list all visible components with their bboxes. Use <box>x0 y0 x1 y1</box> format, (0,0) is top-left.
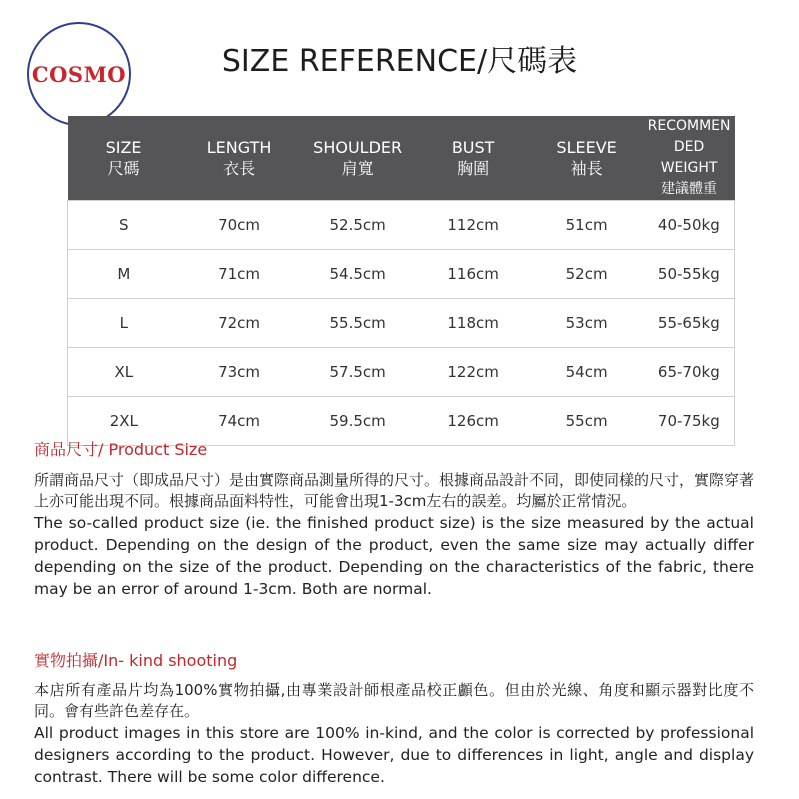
size-table <box>67 116 735 446</box>
header-recommended-weight: RECOMMEN DED WEIGHT 建議體重 <box>644 116 735 201</box>
cell-sleeve: 54cm <box>530 348 644 397</box>
cell-shoulder: 59.5cm <box>299 397 417 446</box>
in-kind-text-en: All product images in this store are 100% in-kind, and the color is corrected by professional designers according to the product. However, due to differences in light, angle and display contrast. There will be some color difference. <box>34 724 754 786</box>
cell-weight: 65-70kg <box>644 348 735 397</box>
cell-weight: 55-65kg <box>644 299 735 348</box>
cell-bust: 112cm <box>417 201 530 250</box>
header-bust: BUST 胸圍 <box>417 116 530 201</box>
cell-size: 2XL <box>68 397 180 446</box>
cell-length: 74cm <box>180 397 299 446</box>
header-size: SIZE 尺碼 <box>68 116 180 201</box>
cell-length: 71cm <box>180 250 299 299</box>
logo-text: COSMO <box>31 61 127 87</box>
in-kind-heading: 實物拍攝/In- kind shooting <box>34 651 238 670</box>
product-size-text-zh: 所謂商品尺寸（即成品尺寸）是由實際商品測量所得的尺寸。根據商品設計不同，即使同樣的尺寸，實際穿著上亦可能出現不同。根據商品面料特性，可能會出現1-3cm左右的誤差。均屬於正常情況。 <box>34 471 755 510</box>
cell-size: XL <box>68 348 180 397</box>
product-size-text-en: The so-called product size (ie. the finished product size) is the size measured by the actual product. Depending on the design of the product, even the same size may actually differ depending on the size of the product. Depending on the characteristics of the fabric, there may be an error of around 1-3cm. Both are normal. <box>34 514 754 598</box>
cell-sleeve: 55cm <box>530 397 644 446</box>
table-header-row <box>68 116 735 201</box>
cell-length: 72cm <box>180 299 299 348</box>
cell-weight: 40-50kg <box>644 201 735 250</box>
cell-sleeve: 51cm <box>530 201 644 250</box>
header-sleeve: SLEEVE 袖長 <box>530 116 644 201</box>
cell-shoulder: 54.5cm <box>299 250 417 299</box>
cell-sleeve: 53cm <box>530 299 644 348</box>
cell-bust: 126cm <box>417 397 530 446</box>
cell-shoulder: 52.5cm <box>299 201 417 250</box>
cell-bust: 118cm <box>417 299 530 348</box>
product-size-heading: 商品尺寸/ Product Size <box>34 440 208 459</box>
cell-bust: 116cm <box>417 250 530 299</box>
table-row <box>68 299 735 348</box>
in-kind-text-zh: 本店所有產品片均為100%實物拍攝,由專業設計師根產品校正顱色。但由於光線、角度和顯示器對比度不同。會有些許色差存在。 <box>34 681 754 720</box>
header-length: LENGTH 衣長 <box>180 116 299 201</box>
product-size-section <box>34 437 754 600</box>
cell-weight: 50-55kg <box>644 250 735 299</box>
cell-size: S <box>68 201 180 250</box>
cell-sleeve: 52cm <box>530 250 644 299</box>
cell-weight: 70-75kg <box>644 397 735 446</box>
cell-size: L <box>68 299 180 348</box>
cell-shoulder: 57.5cm <box>299 348 417 397</box>
page-title: SIZE REFERENCE/尺碼表 <box>221 44 578 79</box>
table-row <box>68 348 735 397</box>
cell-shoulder: 55.5cm <box>299 299 417 348</box>
cell-length: 73cm <box>180 348 299 397</box>
table-row <box>68 201 735 250</box>
header-shoulder: SHOULDER 肩寬 <box>299 116 417 201</box>
cell-bust: 122cm <box>417 348 530 397</box>
cell-size: M <box>68 250 180 299</box>
in-kind-section <box>34 648 754 788</box>
cell-length: 70cm <box>180 201 299 250</box>
table-row <box>68 250 735 299</box>
